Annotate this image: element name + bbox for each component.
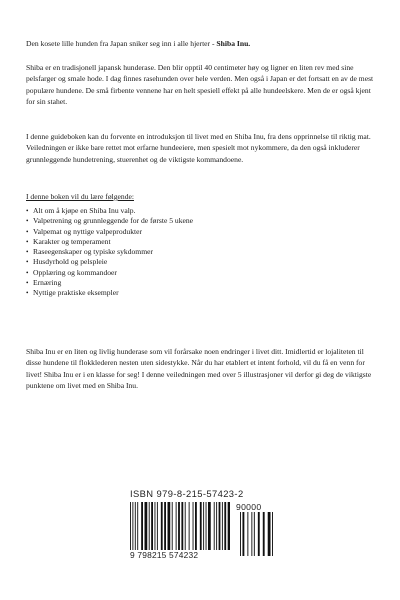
isbn-label: ISBN 979-8-215-57423-2 <box>130 488 244 499</box>
learn-list-item: • Nyttige praktiske eksempler <box>26 288 193 298</box>
barcode-bar <box>195 502 197 556</box>
barcode-bar <box>240 512 241 556</box>
barcode-bar <box>130 502 131 556</box>
barcode-bar <box>247 512 248 556</box>
price-code: 90000 <box>236 502 262 512</box>
barcode-bar <box>258 512 260 556</box>
barcode-bar <box>168 502 171 556</box>
barcode-bar <box>132 502 133 556</box>
ean-barcode <box>130 502 230 556</box>
learn-list-title: I denne boken vil du lære følgende: <box>26 192 134 201</box>
barcode-bar <box>228 502 230 556</box>
barcode-bar <box>172 502 173 556</box>
isbn-barcode-block <box>130 488 276 568</box>
barcode-bar <box>222 502 223 556</box>
barcode-bar <box>137 502 138 556</box>
learn-list-item: • Valpetrening og grunnleggende for de første 5 ukene <box>26 216 193 226</box>
barcode-digits: 9 798215 574232 <box>128 550 234 560</box>
barcode-bar <box>242 512 244 556</box>
barcode-bar <box>200 502 202 556</box>
barcode-bar <box>254 512 255 556</box>
barcode-bar <box>185 502 186 556</box>
barcode-bar <box>178 502 180 556</box>
learn-list-item: • Ernæring <box>26 278 193 288</box>
learn-list-item: • Karakter og temperament <box>26 237 193 247</box>
barcode-bar <box>203 502 204 556</box>
barcode-bar <box>141 502 143 556</box>
intro-paragraph <box>26 38 376 49</box>
barcode-bar <box>216 502 217 556</box>
barcode-bar <box>208 502 211 556</box>
barcode-bar <box>151 502 153 556</box>
barcode-bar <box>157 502 158 556</box>
guide-description-paragraph: I denne guideboken kan du forvente en introduksjon til livet med en Shiba Inu, fra dens opprinnelse til riktig mat. Veiledningen er ikke bare rettet mot erfarne hundeeiere, men spesielt mot nykommere, da den også inkluderer grunnleggende hundetrening, stuerenhet og de viktigste kommandoene. <box>26 132 371 164</box>
learn-list-item: • Alt om å kjøpe en Shiba Inu valp. <box>26 206 193 216</box>
learn-list-item: • Husdyrhold og pelspleie <box>26 257 193 267</box>
barcode-bar <box>268 512 271 556</box>
barcode-bar <box>155 502 156 556</box>
addon-barcode <box>240 512 274 556</box>
barcode-bar <box>135 502 136 556</box>
learn-list <box>26 206 193 299</box>
barcode-bar <box>181 502 183 556</box>
barcode-bar <box>161 502 163 556</box>
barcode-bar <box>149 502 150 556</box>
learn-list-item: • Opplæring og kommandoer <box>26 268 193 278</box>
barcode-bar <box>193 502 194 556</box>
barcode-bar <box>206 502 207 556</box>
barcode-bar <box>189 502 190 556</box>
barcode-bar <box>214 502 215 556</box>
barcode-bar <box>164 502 166 556</box>
barcode-bar <box>224 502 226 556</box>
barcode-bar <box>251 512 252 556</box>
intro-text: Den kosete lille hunden fra Japan sniker seg inn i alle hjerter - <box>26 39 217 48</box>
learn-list-item: • Raseegenskaper og typiske sykdommer <box>26 247 193 257</box>
breed-description-paragraph: Shiba er en tradisjonell japansk hunderase. Den blir opptil 40 centimeter høy og ligner en liten rev med sine pelsfarger og smale hode. I dag finnes rasehunden over hele verden. Men også i Japan er det fortsatt en av de mest populære hundene. De små firbente vennene har en helt spesiell effekt på alle hundeelskere. Men de er også kjent for sin stahet. <box>26 63 374 107</box>
barcode-bar <box>263 512 265 556</box>
barcode-bar <box>219 502 221 556</box>
barcode-bar <box>176 502 177 556</box>
learn-list-item: • Valpemat og nyttige valpeprodukter <box>26 227 193 237</box>
closing-paragraph: Shiba Inu er en liten og livlig hunderase som vil forårsake noen endringer i livet ditt. Imidlertid er lojaliteten til disse hundene til flokklederen nesten uten sidestykke. Når du har etablert et intent forhold, vil du få en venn for livet! Shiba Inu er i en klasse for seg! I denne veiledningen med over 5 illustrasjoner vil derfor gi deg de viktigste punktene om livet med en Shiba Inu. <box>26 347 372 391</box>
intro-bold-title: Shiba Inu. <box>216 39 251 48</box>
barcode-bar <box>272 512 273 556</box>
barcode-bar <box>145 502 148 556</box>
